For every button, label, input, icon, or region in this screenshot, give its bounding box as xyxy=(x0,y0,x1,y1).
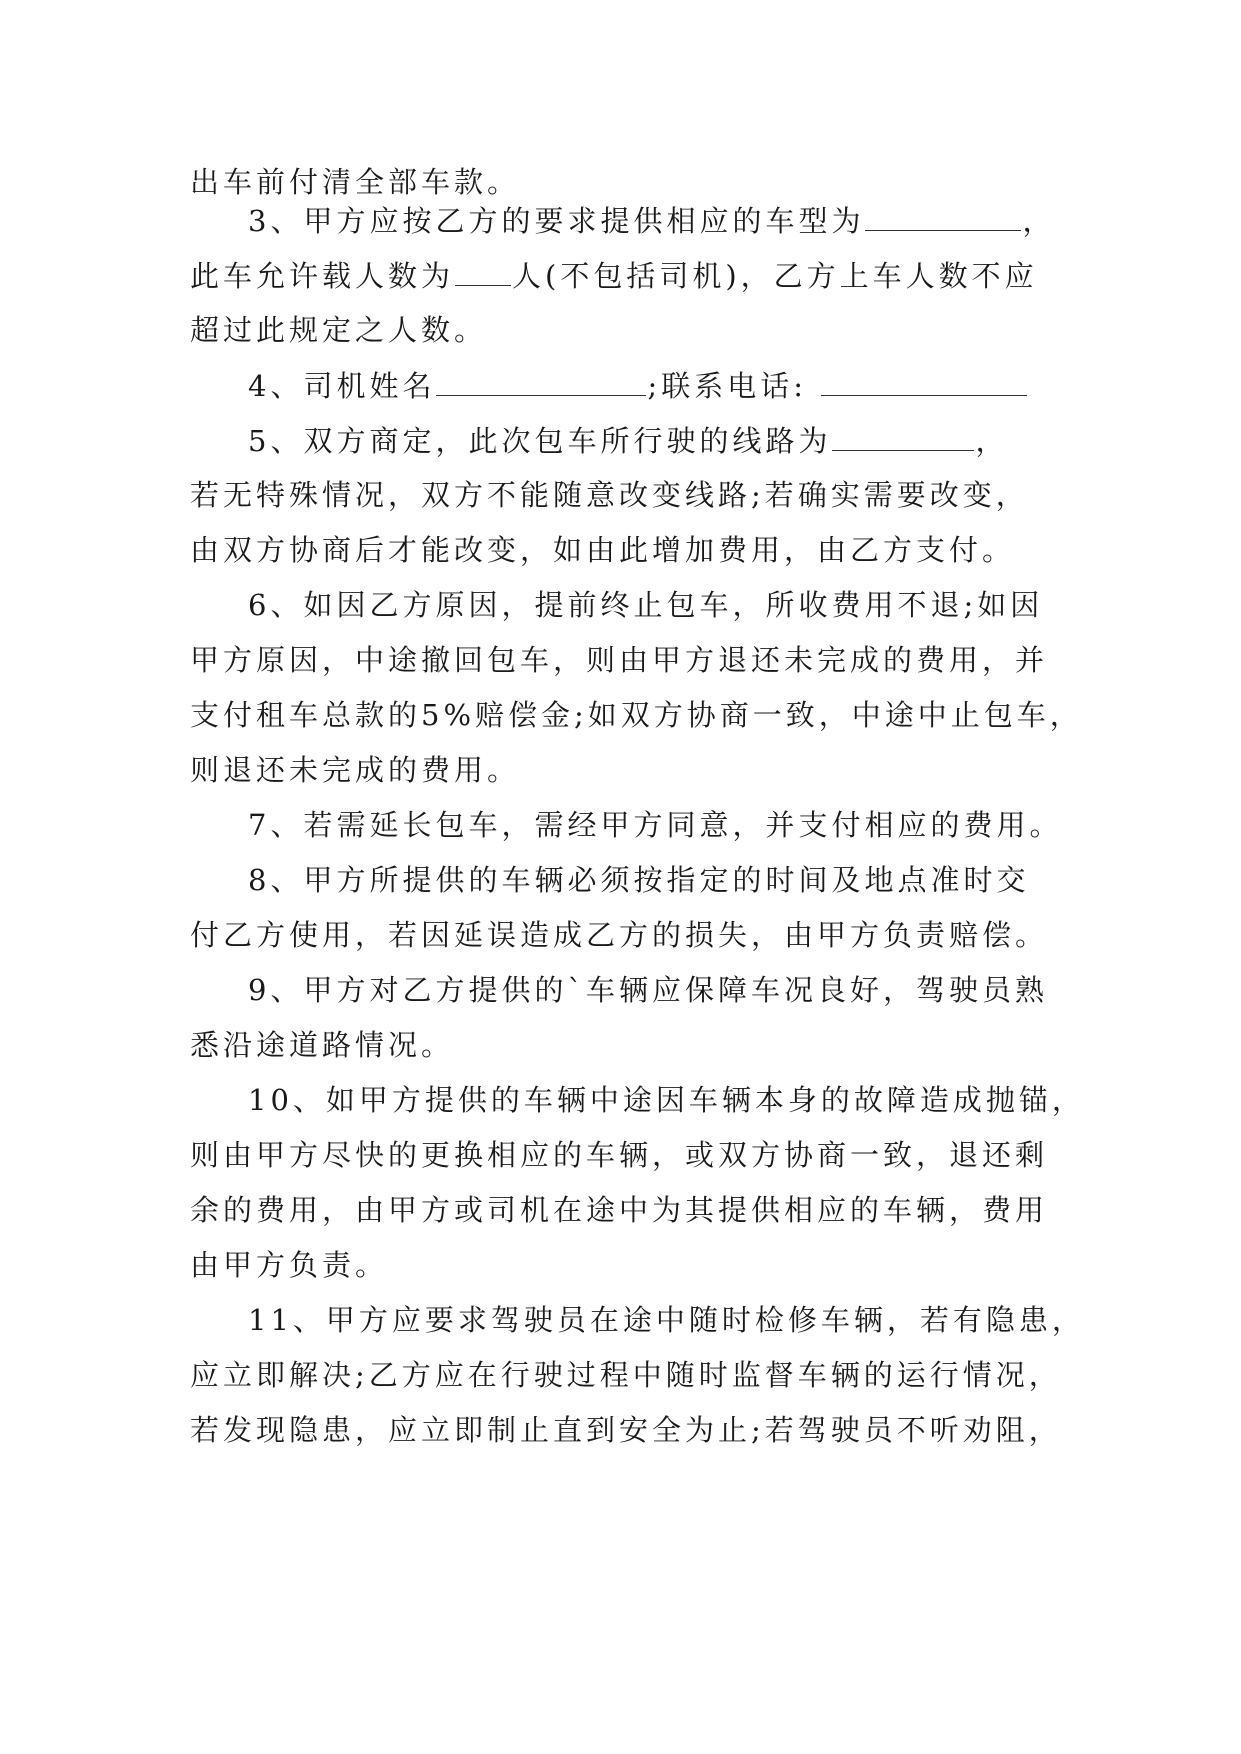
text-line xyxy=(190,1410,1060,1450)
text-line xyxy=(190,530,1060,570)
text-segment: 人(不包括司机)，乙方上车人数不应 xyxy=(512,259,1038,293)
fill-blank-driver-name[interactable] xyxy=(436,365,646,396)
text-segment: 甲方原因，中途撤回包车，则由甲方退还未完成的费用，并 xyxy=(190,643,1049,677)
text-segment: 付乙方使用，若因延误造成乙方的损失，由甲方负责赔偿。 xyxy=(190,918,1049,952)
text-line xyxy=(190,475,1060,515)
text-line xyxy=(190,1190,1060,1230)
text-segment: 6、如因乙方原因，提前终止包车，所收费用不退;如因 xyxy=(248,588,1044,622)
text-segment: 由双方协商后才能改变，如由此增加费用，由乙方支付。 xyxy=(190,533,1016,567)
text-line xyxy=(190,200,1060,240)
text-line xyxy=(190,750,1060,790)
text-segment: ， xyxy=(975,424,1009,458)
text-segment: 则由甲方尽快的更换相应的车辆，或双方协商一致，退还剩 xyxy=(190,1138,1049,1172)
text-line xyxy=(190,695,1083,735)
text-line xyxy=(190,365,1060,405)
text-segment: 3、甲方应按乙方的要求提供相应的车型为 xyxy=(248,204,865,238)
text-segment: 若无特殊情况，双方不能随意改变线路;若确实需要改变， xyxy=(190,478,1029,512)
fill-blank-passenger-limit[interactable] xyxy=(455,255,511,286)
text-line xyxy=(190,860,1060,900)
text-segment: 由甲方负责。 xyxy=(190,1248,389,1282)
text-segment: 此车允许载人数为 xyxy=(190,259,455,293)
text-line xyxy=(190,585,1060,625)
text-line xyxy=(190,1080,1085,1120)
text-segment: 4、司机姓名 xyxy=(248,369,436,403)
text-line xyxy=(190,1135,1060,1175)
text-line xyxy=(190,310,1060,350)
text-segment: 7、若需延长包车，需经甲方同意，并支付相应的费用。 xyxy=(248,808,1063,842)
fill-blank-route[interactable] xyxy=(832,420,974,451)
text-segment: 11、甲方应要求驾驶员在途中随时检修车辆，若有隐患， xyxy=(248,1303,1085,1337)
text-segment: 9、甲方对乙方提供的`车辆应保障车况良好，驾驶员熟 xyxy=(248,973,1048,1007)
text-segment: 应立即解决;乙方应在行驶过程中随时监督车辆的运行情况， xyxy=(190,1358,1062,1392)
text-segment: 悉沿途道路情况。 xyxy=(190,1028,455,1062)
fill-blank-contact-phone[interactable] xyxy=(821,365,1027,396)
text-segment: 8、甲方所提供的车辆必须按指定的时间及地点准时交 xyxy=(248,863,1030,897)
text-line xyxy=(190,420,1060,460)
fill-blank-vehicle-type[interactable] xyxy=(865,200,1021,231)
text-segment: ;联系电话: xyxy=(647,369,821,403)
text-line xyxy=(190,640,1060,680)
text-segment: 余的费用，由甲方或司机在途中为其提供相应的车辆，费用 xyxy=(190,1193,1049,1227)
text-segment: ， xyxy=(1022,204,1056,238)
text-segment: 则退还未完成的费用。 xyxy=(190,753,521,787)
text-line xyxy=(190,1025,1060,1065)
text-segment: 超过此规定之人数。 xyxy=(190,313,488,347)
text-line xyxy=(190,1245,1060,1285)
text-line xyxy=(190,805,1063,845)
text-segment: 支付租车总款的5%赔偿金;如双方协商一致，中途中止包车， xyxy=(190,698,1083,732)
text-segment: 若发现隐患，应立即制止直到安全为止;若驾驶员不听劝阻， xyxy=(190,1413,1062,1447)
text-line xyxy=(190,915,1060,955)
text-line xyxy=(190,970,1060,1010)
text-line xyxy=(190,162,1060,202)
text-segment: 出车前付清全部车款。 xyxy=(190,165,521,199)
text-line xyxy=(190,1300,1085,1340)
text-segment: 10、如甲方提供的车辆中途因车辆本身的故障造成抛锚， xyxy=(248,1083,1085,1117)
text-line xyxy=(190,1355,1060,1395)
text-segment: 5、双方商定，此次包车所行驶的线路为 xyxy=(248,424,832,458)
text-line xyxy=(190,255,1060,295)
